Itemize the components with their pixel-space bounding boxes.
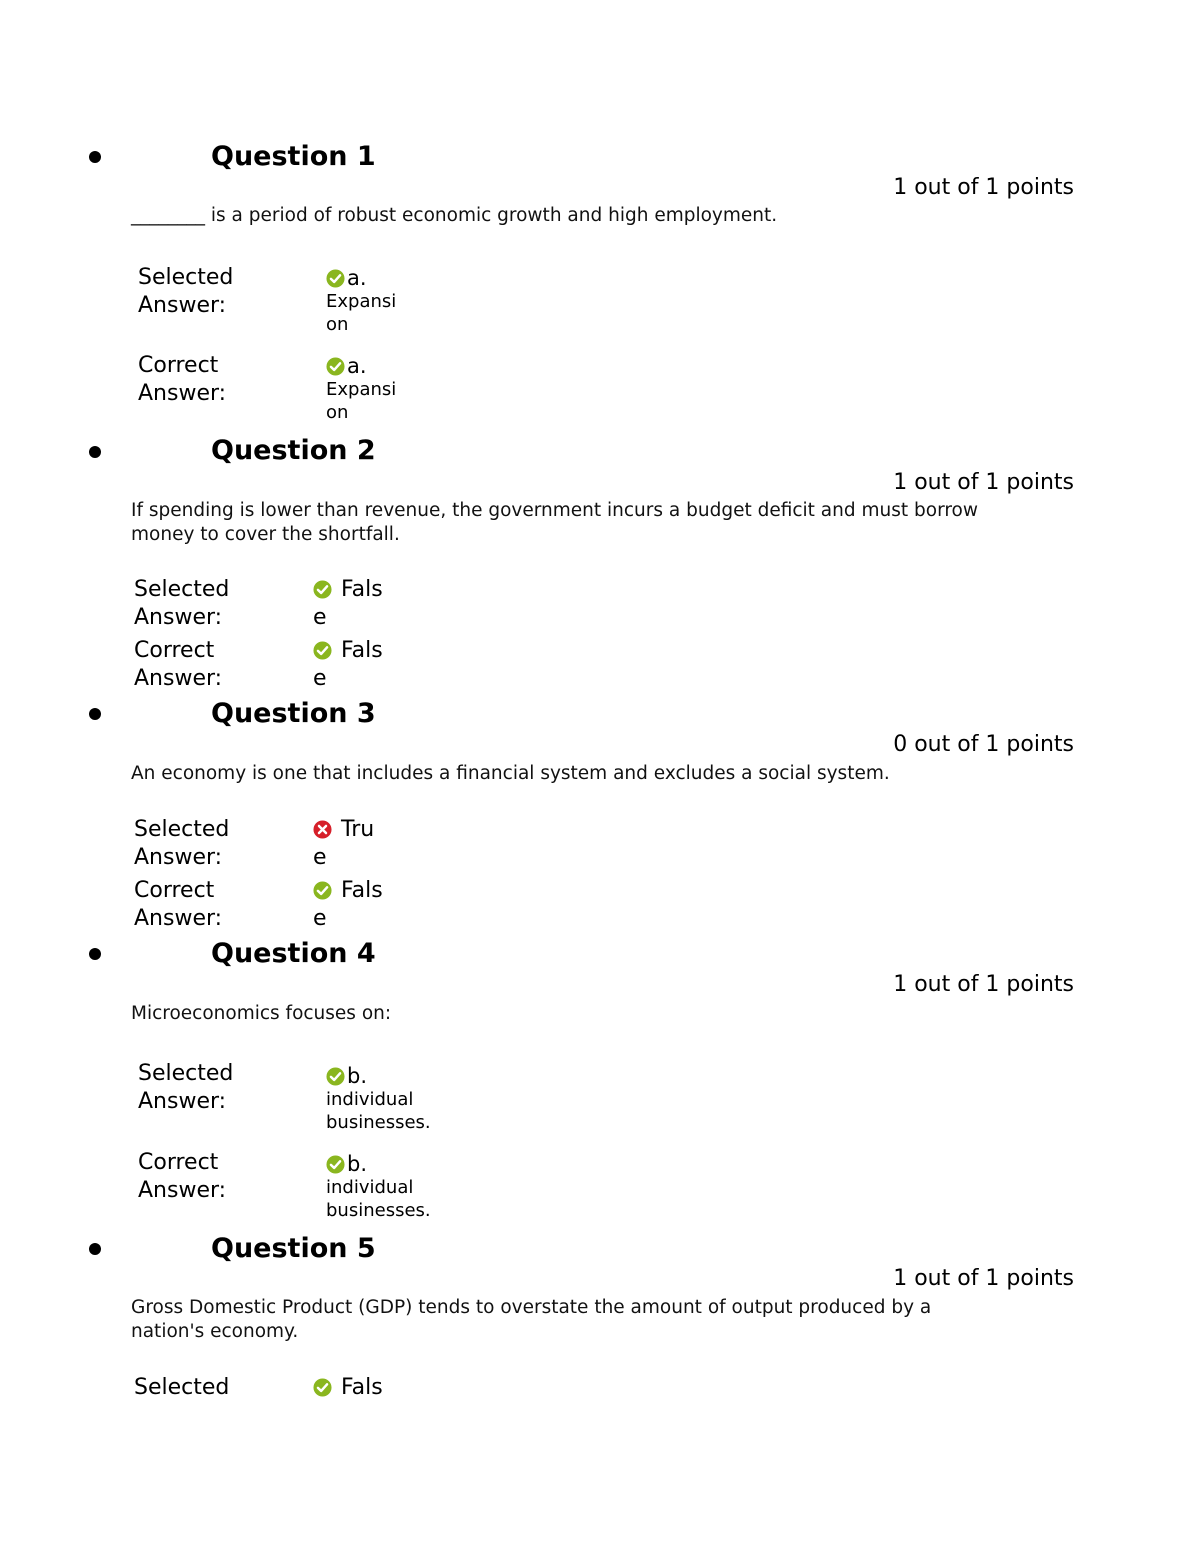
bullet (89, 151, 101, 163)
question-text: Gross Domestic Product (GDP) tends to overstate the amount of output produced by a nation's economy. (131, 1297, 932, 1342)
question-text: If spending is lower than revenue, the government incurs a budget deficit and must borrow money to cover the shortfall. (131, 500, 979, 545)
bullet (89, 446, 101, 458)
x-circle-icon (313, 820, 332, 839)
question-text: An economy is one that includes a financial system and excludes a social system. (131, 763, 890, 784)
question-points: 1 out of 1 points (893, 175, 1074, 200)
check-circle-icon (326, 357, 345, 376)
question-title: Question 4 (211, 938, 376, 969)
question-text: Microeconomics focuses on: (131, 1003, 392, 1024)
question-title: Question 5 (211, 1233, 376, 1264)
selected-answer: Fals (313, 1374, 383, 1402)
selected-answer-label: Selected Answer: (138, 265, 234, 318)
question-title: Question 1 (211, 141, 376, 172)
check-circle-icon (313, 881, 332, 900)
bullet (89, 948, 101, 960)
correct-answer: a. Expansi on (326, 354, 397, 423)
check-circle-icon (313, 641, 332, 660)
correct-answer-label: Correct Answer: (138, 1150, 227, 1203)
check-circle-icon (326, 1155, 345, 1174)
correct-answer-label: Correct Answer: (134, 638, 223, 691)
correct-answer-label: Correct Answer: (134, 878, 223, 931)
correct-answer: Fals e (313, 638, 383, 691)
question-points: 1 out of 1 points (893, 972, 1074, 997)
bullet (89, 708, 101, 720)
question-points: 0 out of 1 points (893, 732, 1074, 757)
correct-answer: b. individual businesses. (326, 1152, 431, 1221)
question-title: Question 3 (211, 698, 376, 729)
selected-answer-label: Selected (134, 1375, 230, 1400)
selected-answer: Fals e (313, 577, 383, 630)
check-circle-icon (326, 1067, 345, 1086)
correct-answer: Fals e (313, 878, 383, 931)
selected-answer: b. individual businesses. (326, 1064, 431, 1133)
question-points: 1 out of 1 points (893, 1266, 1074, 1291)
question-text: ________ is a period of robust economic growth and high employment. (131, 205, 778, 226)
check-circle-icon (313, 1378, 332, 1397)
selected-answer-label: Selected Answer: (134, 577, 230, 630)
bullet (89, 1243, 101, 1255)
question-points: 1 out of 1 points (893, 470, 1074, 495)
selected-answer: Tru e (313, 817, 375, 870)
question-title: Question 2 (211, 435, 376, 466)
selected-answer-label: Selected Answer: (138, 1061, 234, 1114)
check-circle-icon (313, 580, 332, 599)
selected-answer: a. Expansi on (326, 266, 397, 335)
correct-answer-label: Correct Answer: (138, 353, 227, 406)
check-circle-icon (326, 269, 345, 288)
selected-answer-label: Selected Answer: (134, 817, 230, 870)
